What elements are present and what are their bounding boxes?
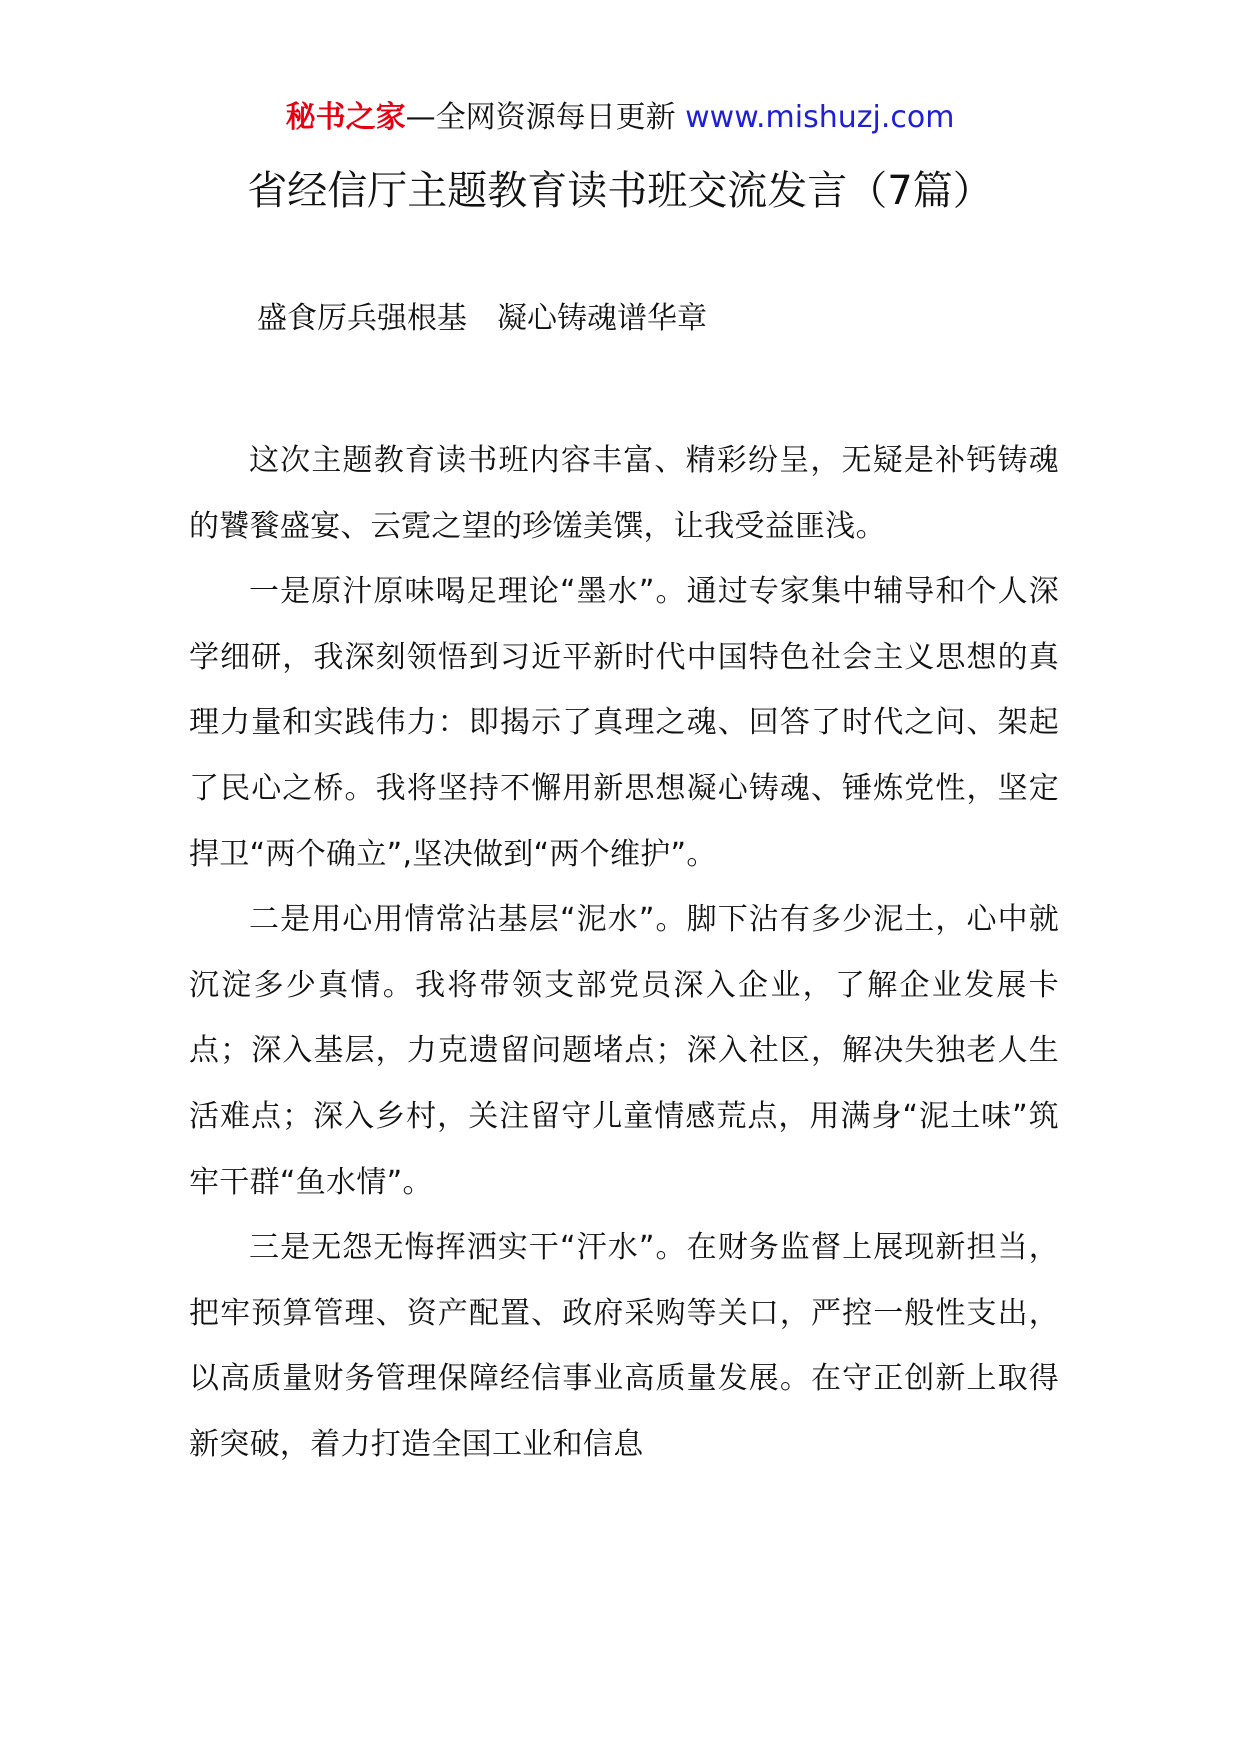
site-url-link[interactable]: www.mishuzj.com bbox=[685, 100, 955, 135]
site-slogan: —全网资源每日更新 bbox=[405, 100, 676, 135]
paragraph-point-three: 三是无怨无悔挥洒实干“汗水”。在财务监督上展现新担当，把牢预算管理、资产配置、政府采购等关口，严控一般性支出，以高质量财务管理保障经信事业高质量发展。在守正创新上取得新突破，着力打造全国工业和信息 bbox=[189, 1230, 1059, 1462]
document-body bbox=[189, 428, 1059, 1478]
site-header bbox=[0, 98, 1240, 138]
site-brand: 秘书之家 bbox=[285, 100, 406, 135]
paragraph-intro: 这次主题教育读书班内容丰富、精彩纷呈，无疑是补钙铸魂的饕餮盛宴、云霓之望的珍馐美馔，让我受益匪浅。 bbox=[189, 443, 1059, 544]
paragraph-point-one: 一是原汁原味喝足理论“墨水”。通过专家集中辅导和个人深学细研，我深刻领悟到习近平新时代中国特色社会主义思想的真理力量和实践伟力：即揭示了真理之魂、回答了时代之问、架起了民心之桥。我将坚持不懈用新思想凝心铸魂、锤炼党性，坚定捍卫“两个确立”,坚决做到“两个维护”。 bbox=[189, 574, 1059, 872]
document-title: 省经信厅主题教育读书班交流发言（7篇） bbox=[247, 168, 993, 214]
document-subtitle: 盛食厉兵强根基 凝心铸魂谱华章 bbox=[257, 301, 707, 336]
paragraph-point-two: 二是用心用情常沾基层“泥水”。脚下沾有多少泥土，心中就沉淀多少真情。我将带领支部党员深入企业，了解企业发展卡点；深入基层，力克遗留问题堵点；深入社区，解决失独老人生活难点；深入乡村，关注留守儿童情感荒点，用满身“泥土味”筑牢干群“鱼水情”。 bbox=[189, 902, 1059, 1200]
